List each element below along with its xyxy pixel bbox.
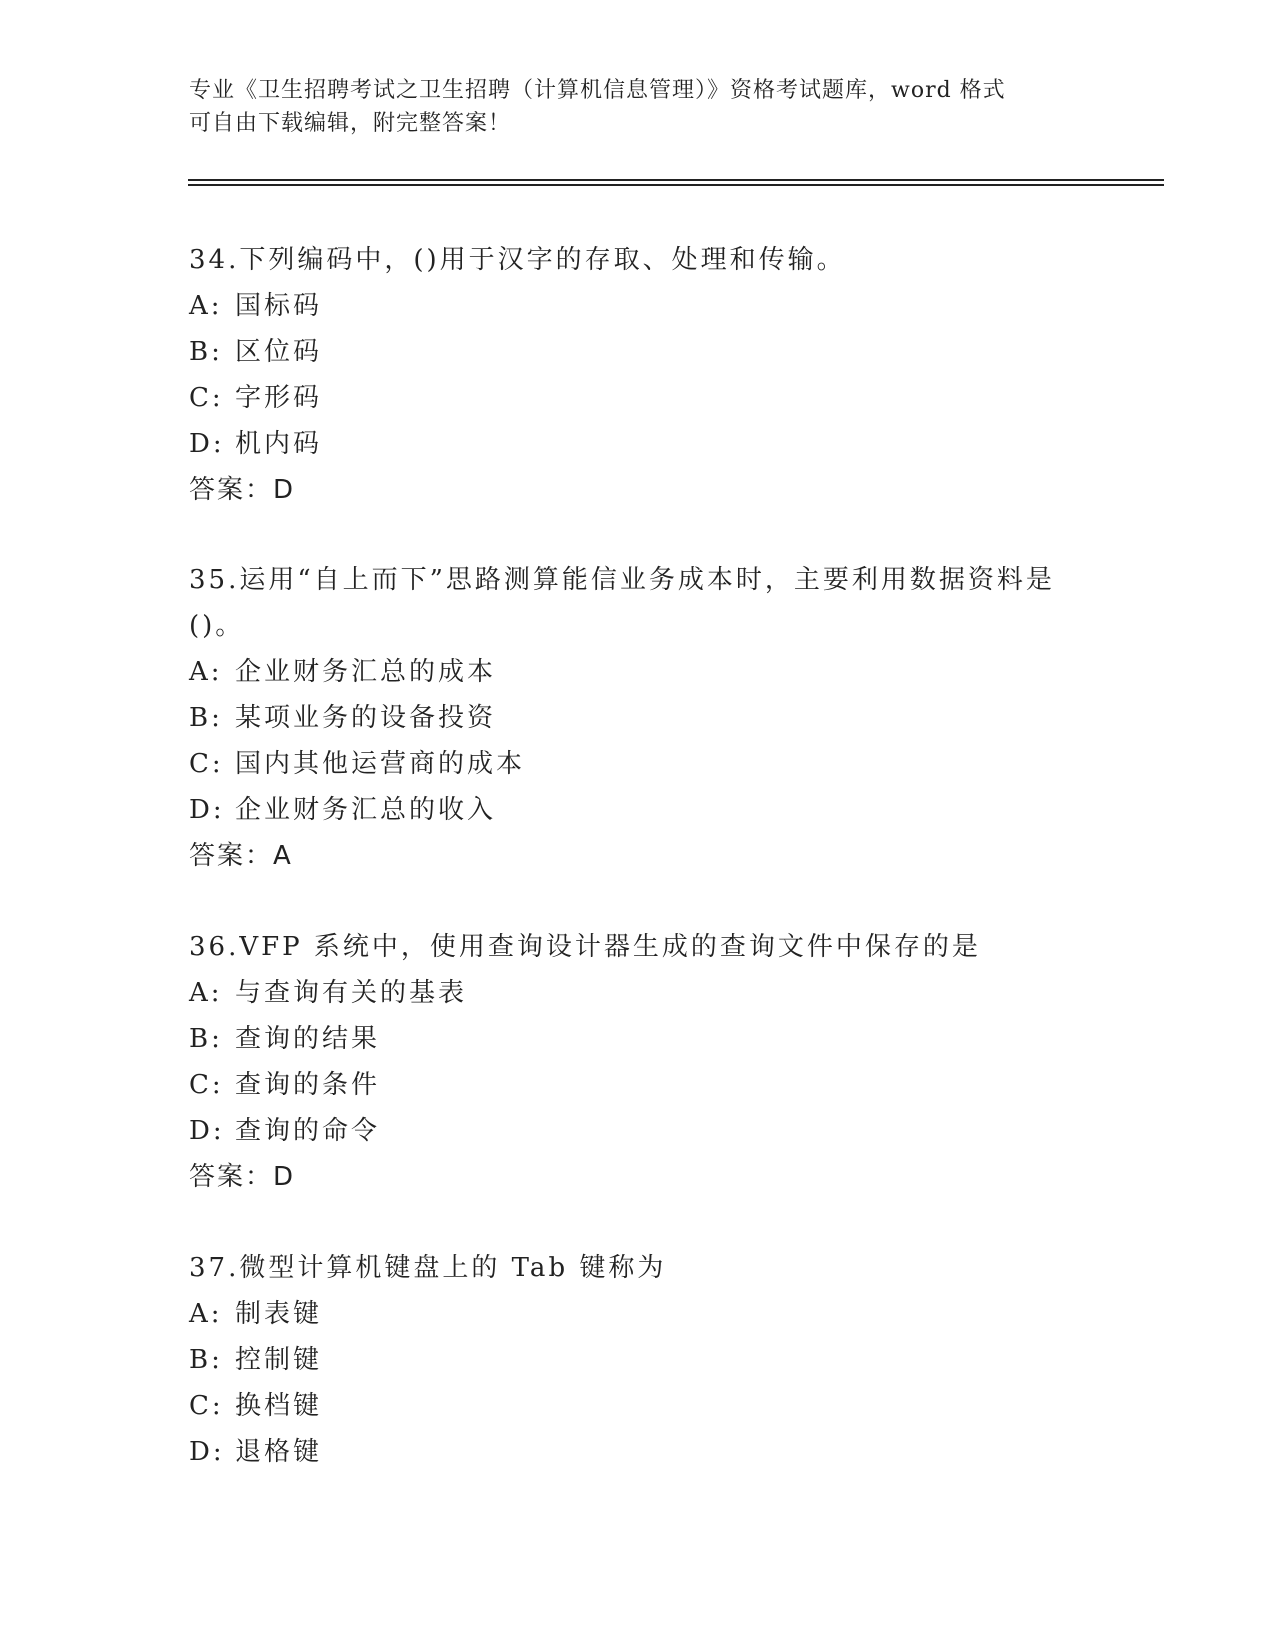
option-d	[189, 1108, 1089, 1154]
question-35	[189, 557, 1089, 879]
option-c	[189, 1383, 1089, 1429]
option-text: 与查询有关的基表	[235, 978, 468, 1008]
option-text: 国标码	[235, 291, 323, 321]
option-c	[189, 741, 1089, 787]
option-b	[189, 1337, 1089, 1383]
option-text: 查询的结果	[235, 1024, 381, 1054]
answer: 答案：D	[189, 475, 296, 505]
header-divider-top	[188, 179, 1164, 181]
document-header	[189, 74, 1089, 140]
option-text: 机内码	[235, 429, 323, 459]
option-key: C:	[189, 749, 224, 779]
option-a	[189, 283, 1089, 329]
option-key: A:	[189, 657, 223, 687]
option-c	[189, 375, 1089, 421]
answer: 答案：A	[189, 841, 293, 871]
option-key: D:	[189, 1437, 225, 1467]
option-key: A:	[189, 291, 223, 321]
question-stem: 35.运用“自上而下”思路测算能信业务成本时，主要利用数据资料是 ()。	[189, 565, 1055, 641]
option-a	[189, 970, 1089, 1016]
option-d	[189, 421, 1089, 467]
option-key: B:	[189, 337, 223, 367]
option-b	[189, 1016, 1089, 1062]
option-text: 企业财务汇总的收入	[235, 795, 497, 825]
option-text: 查询的命令	[235, 1116, 381, 1146]
option-a	[189, 1291, 1089, 1337]
option-a	[189, 649, 1089, 695]
option-text: 区位码	[235, 337, 323, 367]
option-key: A:	[189, 978, 223, 1008]
question-stem: 36.VFP 系统中，使用查询设计器生成的查询文件中保存的是	[189, 932, 981, 962]
option-key: B:	[189, 703, 223, 733]
header-divider-bottom	[188, 184, 1164, 186]
option-text: 换档键	[235, 1391, 323, 1421]
option-text: 查询的条件	[235, 1070, 381, 1100]
option-d	[189, 787, 1089, 833]
option-key: B:	[189, 1024, 223, 1054]
option-text: 某项业务的设备投资	[235, 703, 497, 733]
question-stem: 34.下列编码中，()用于汉字的存取、处理和传输。	[189, 245, 846, 275]
option-b	[189, 329, 1089, 375]
option-text: 退格键	[235, 1437, 323, 1467]
option-text: 控制键	[235, 1345, 323, 1375]
answer: 答案：D	[189, 1162, 296, 1192]
header-line-1: 专业《卫生招聘考试之卫生招聘（计算机信息管理）》资格考试题库，word 格式	[189, 78, 1006, 103]
option-text: 制表键	[235, 1299, 323, 1329]
option-text: 字形码	[235, 383, 323, 413]
option-key: C:	[189, 1391, 224, 1421]
header-line-2: 可自由下载编辑，附完整答案！	[189, 111, 512, 136]
option-b	[189, 695, 1089, 741]
option-key: D:	[189, 795, 225, 825]
option-key: B:	[189, 1345, 223, 1375]
option-key: A:	[189, 1299, 223, 1329]
option-c	[189, 1062, 1089, 1108]
option-key: D:	[189, 1116, 225, 1146]
question-37	[189, 1245, 1089, 1475]
option-text: 国内其他运营商的成本	[235, 749, 526, 779]
option-d	[189, 1429, 1089, 1475]
option-key: C:	[189, 383, 224, 413]
option-text: 企业财务汇总的成本	[235, 657, 497, 687]
option-key: C:	[189, 1070, 224, 1100]
question-stem: 37.微型计算机键盘上的 Tab 键称为	[189, 1253, 667, 1283]
question-34	[189, 237, 1089, 513]
question-36	[189, 924, 1089, 1200]
option-key: D:	[189, 429, 225, 459]
